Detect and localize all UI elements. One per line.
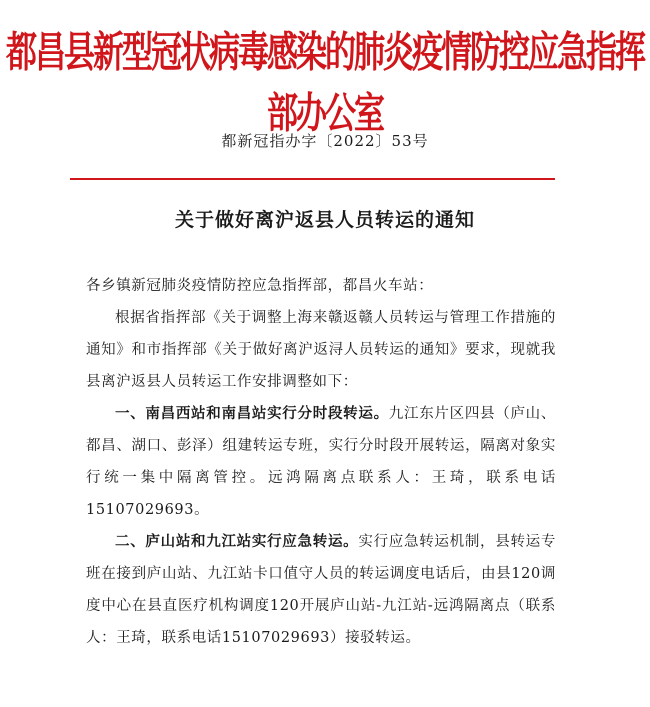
notice-title: 关于做好离沪返县人员转运的通知 [174,209,475,231]
intro-paragraph: 根据省指挥部《关于调整上海来赣返赣人员转运与管理工作措施的通知》和市指挥部《关于做好离沪返浔人员转运的通知》要求，现就我县离沪返县人员转运工作安排调整如下： [86,310,556,390]
document-number: 都新冠指办字〔2022〕53号 [221,132,429,150]
addressee: 各乡镇新冠肺炎疫情防控应急指挥部，都昌火车站： [86,278,434,294]
section-paragraph-2 [86,526,556,654]
section-heading-2: 二、庐山站和九江站实行应急转运。 [115,533,359,550]
office-masthead: 都昌县新型冠状病毒感染的肺炎疫情防控应急指挥部办公室 [6,28,644,139]
notice-body [86,270,556,654]
section-text-1: 九江东片区四县（庐山、都昌、湖口、彭泽）组建转运专班，实行分时段开展转运，隔离对象实行统一集中隔离管控。远鸿隔离点联系人：王琦，联系电话15107029693。 [86,406,556,518]
section-paragraph-1 [86,398,556,526]
section-text-2: 实行应急转运机制，县转运专班在接到庐山站、九江站卡口值守人员的转运调度电话后，由县120调度中心在县直医疗机构调度120开展庐山站-九江站-远鸿隔离点（联系人：王琦，联系电话15107029693）接驳转运。 [86,534,556,646]
red-divider [70,178,555,180]
section-heading-1: 一、南昌西站和南昌站实行分时段转运。 [115,405,389,422]
